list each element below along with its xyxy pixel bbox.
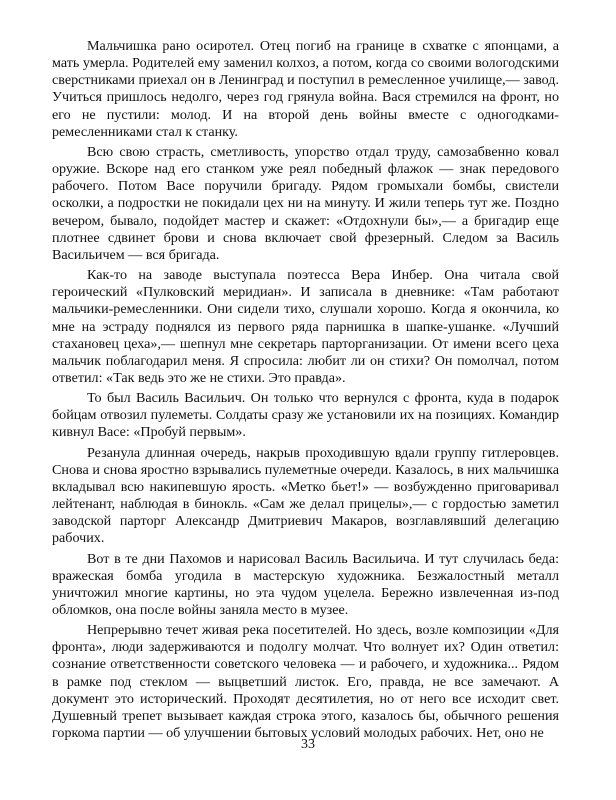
paragraph-7: Непрерывно течет живая река посетителей. Но здесь, возле композиции «Для фронта», люди задерживаются и подолгу молчат. Что волнует их? Один ответил: сознание ответственности советского человека — и рабочего, и художника... Рядом в рамке под стеклом — выцветший листок. Его, правда, не все замечают. А документ это исторический. Проходят десятилетия, но от него все исходит свет. Душевный трепет вызывает каждая строка этого, казалось бы, обычного решения горкома партии — об улучшении бытовых условий молодых рабочих. Нет, оно не [52,622,559,742]
paragraph-3: Как-то на заводе выступала поэтесса Вера Инбер. Она читала свой героический «Пулковский меридиан». И записала в дневнике: «Там работают мальчики-ремесленники. Они сидели тихо, слушали хорошо. Когда я окончила, ко мне на эстраду поднялся из первого ряда парнишка в шапке-ушанке. «Лучший стахановец цеха»,— шепнул мне секретарь парторганизации. От имени всего цеха мальчик поблагодарил меня. Я спросила: любит ли он стихи? Он помолчал, потом ответил: «Так ведь это же не стихи. Это правда». [52,267,559,386]
paragraph-6: Вот в те дни Пахомов и нарисовал Василь Васильича. И тут случилась беда: вражеская бомба угодила в мастерскую художника. Безжалостный металл уничтожил многие картины, но эта чудом уцелела. Бережно извлеченная из-под обломков, она после войны заняла место в музее. [52,550,559,618]
paragraph-2: Всю свою страсть, сметливость, упорство отдал труду, самозабвенно ковал оружие. Вскоре над его станком уже реял победный флажок — знак передового рабочего. Потом Васе поручили бригаду. Рядом громыхали бомбы, свистели осколки, а подростки не покидали цех ни на минуту. И жили теперь тут же. Поздно вечером, бывало, подойдет мастер и скажет: «Отдохнули бы»,— а бригадир еще плотнее сдвинет брови и снова включает свой фрезерный. Следом за Василь Васильичем — вся бригада. [52,143,559,263]
page-text-block [52,38,559,742]
paragraph-5: Резанула длинная очередь, накрыв проходившую вдали группу гитлеровцев. Снова и снова яростно взрывались пулеметные очереди. Казалось, в них мальчишка вкладывал всю накипевшую ярость. «Метко бьет!» — возбужденно приговаривал лейтенант, наблюдая в бинокль. «Сам же делал прицелы»,— с гордостью заметил заводской парторг Александр Дмитриевич Макаров, возглавлявший делегацию рабочих. [52,444,559,547]
page-number: 33 [301,737,315,752]
paragraph-1: Мальчишка рано осиротел. Отец погиб на границе в схватке с японцами, а мать умерла. Родителей ему заменил колхоз, а потом, когда со своими вологодскими сверстниками приехал он в Ленинград и поступил в ремесленное училище,— завод. Учиться пришлось недолго, через год грянула война. Вася стремился на фронт, но его не пустили: молод. И на второй день войны вместе с одногодками-ремесленниками стал к станку. [52,38,559,140]
paragraph-4: То был Василь Васильич. Он только что вернулся с фронта, куда в подарок бойцам отвозил пулеметы. Солдаты сразу же установили их на позициях. Командир кивнул Васе: «Пробуй первым». [52,390,559,441]
